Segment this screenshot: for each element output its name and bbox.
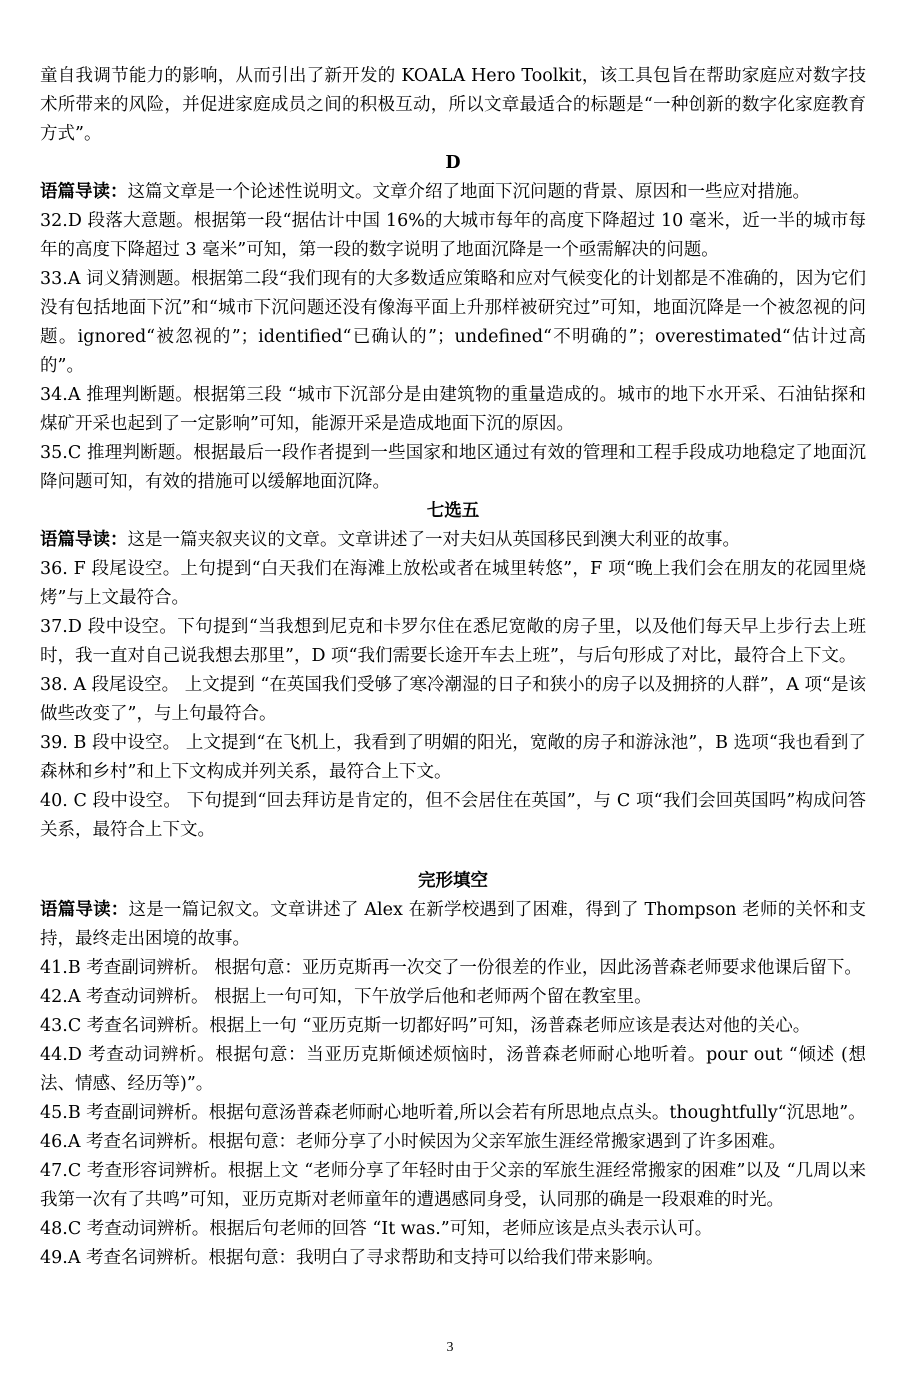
answer-item-39: 39. B 段中设空。 上文提到“在飞机上，我看到了明媚的阳光，宽敞的房子和游泳池”，B 选项“我也看到了森林和乡村”和上下文构成并列关系，最符合上下文。 [40, 733, 866, 782]
answer-item-49: 49.A 考查名词辨析。根据句意：我明白了寻求帮助和支持可以给我们带来影响。 [40, 1248, 664, 1268]
section-cloze-heading: 完形填空 [418, 871, 488, 891]
answer-item-42: 42.A 考查动词辨析。 根据上一句可知，下午放学后他和老师两个留在教室里。 [40, 987, 652, 1007]
answer-item-44: 44.D 考查动词辨析。根据句意：当亚历克斯倾述烦恼时，汤普森老师耐心地听着。pour out “倾述 (想法、情感、经历等)”。 [40, 1045, 866, 1094]
answer-item-34: 34.A 推理判断题。根据第三段 “城市下沉部分是由建筑物的重量造成的。城市的地下水开采、石油钻探和煤矿开采也起到了一定影响”可知，能源开采是造成地面下沉的原因。 [40, 385, 866, 434]
guide-label: 语篇导读： [40, 530, 128, 550]
answer-item-41: 41.B 考查副词辨析。 根据句意：亚历克斯再一次交了一份很差的作业，因此汤普森老师要求他课后留下。 [40, 958, 862, 978]
answer-item-40: 40. C 段中设空。 下句提到“回去拜访是肯定的，但不会居住在英国”，与 C 项“我们会回英国吗”构成问答关系，最符合上下文。 [40, 791, 866, 840]
answer-item-35: 35.C 推理判断题。根据最后一段作者提到一些国家和地区通过有效的管理和工程手段成功地稳定了地面沉降问题可知，有效的措施可以缓解地面沉降。 [40, 443, 866, 492]
guide-label: 语篇导读： [40, 182, 128, 202]
answer-item-43: 43.C 考查名词辨析。根据上一句 “亚历克斯一切都好吗”可知，汤普森老师应该是表达对他的关心。 [40, 1016, 811, 1036]
page-number: 3 [446, 1340, 454, 1355]
answer-item-32: 32.D 段落大意题。根据第一段“据估计中国 16%的大城市每年的高度下降超过 10 毫米，近一半的城市每年的高度下降超过 3 毫米”可知，第一段的数字说明了地面沉降是一个亟需解决的问题。 [40, 211, 866, 260]
continuation-paragraph: 童自我调节能力的影响，从而引出了新开发的 KOALA Hero Toolkit，该工具包旨在帮助家庭应对数字技术所带来的风险，并促进家庭成员之间的积极互动，所以文章最适合的标题是“一种创新的数字化家庭教育方式”。 [40, 66, 866, 144]
section-7x5-guide [40, 526, 866, 555]
section-spacer [40, 845, 866, 867]
answer-item-45: 45.B 考查副词辨析。根据句意汤普森老师耐心地听着,所以会若有所思地点点头。thoughtfully“沉思地”。 [40, 1103, 866, 1123]
answer-item-33: 33.A 词义猜测题。根据第二段“我们现有的大多数适应策略和应对气候变化的计划都是不准确的，因为它们没有包括地面下沉”和“城市下沉问题还没有像海平面上升那样被研究过”可知，地面沉降是一个被忽视的问题。ignored“被忽视的”；identified“已确认的”；undefined“不明确的”；overestimated“估计过高的”。 [40, 269, 866, 376]
section-cloze-guide [40, 896, 866, 954]
answer-item-36: 36. F 段尾设空。上句提到“白天我们在海滩上放松或者在城里转悠”，F 项“晚上我们会在朋友的花园里烧烤”与上文最符合。 [40, 559, 866, 608]
guide-text: 这篇文章是一个论述性说明文。文章介绍了地面下沉问题的背景、原因和一些应对措施。 [127, 182, 810, 202]
section-7x5-heading: 七选五 [426, 501, 480, 521]
answer-item-46: 46.A 考查名词辨析。根据句意：老师分享了小时候因为父亲军旅生涯经常搬家遇到了许多困难。 [40, 1132, 787, 1152]
answer-item-48: 48.C 考查动词辨析。根据后句老师的回答 “It was.”可知，老师应该是点头表示认可。 [40, 1219, 713, 1239]
section-d-guide [40, 178, 866, 207]
guide-label: 语篇导读： [40, 900, 129, 920]
guide-text: 这是一篇记叙文。文章讲述了 Alex 在新学校遇到了困难，得到了 Thompson 老师的关怀和支持，最终走出困境的故事。 [40, 900, 867, 949]
section-d-heading: D [445, 153, 461, 173]
answer-item-38: 38. A 段尾设空。 上文提到 “在英国我们受够了寒冷潮湿的日子和狭小的房子以及拥挤的人群”，A 项“是该做些改变了”，与上句最符合。 [40, 675, 866, 724]
guide-text: 这是一篇夹叙夹议的文章。文章讲述了一对夫妇从英国移民到澳大利亚的故事。 [127, 530, 740, 550]
answer-item-37: 37.D 段中设空。下句提到“当我想到尼克和卡罗尔住在悉尼宽敞的房子里，以及他们每天早上步行去上班时，我一直对自己说我想去那里”，D 项“我们需要长途开车去上班”，与后句形成了对比，最符合上下文。 [40, 617, 866, 666]
answer-item-47: 47.C 考查形容词辨析。根据上文 “老师分享了年轻时由于父亲的军旅生涯经常搬家的困难”以及 “几周以来我第一次有了共鸣”可知，亚历克斯对老师童年的遭遇感同身受，认同那的确是一段艰难的时光。 [40, 1161, 866, 1210]
